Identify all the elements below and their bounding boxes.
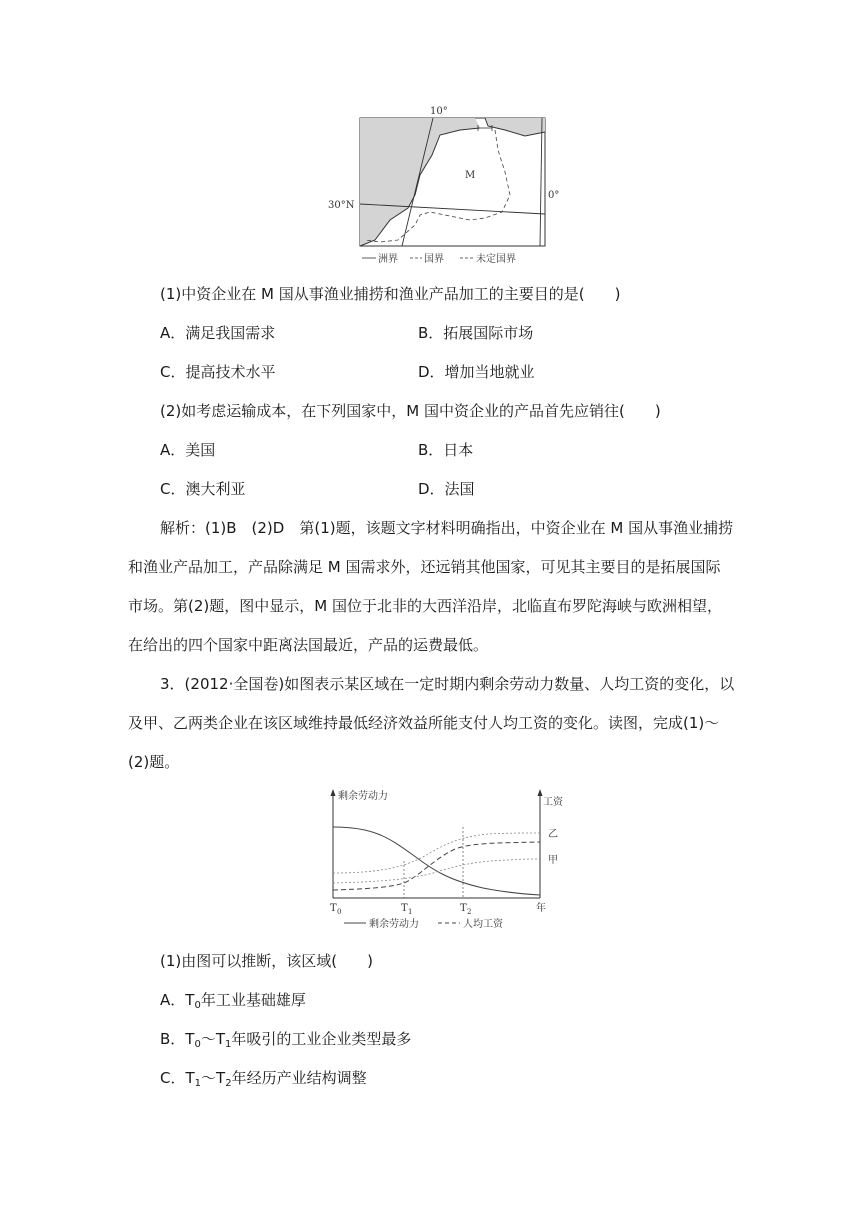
q3-line-3: (2)题。 — [128, 753, 180, 771]
chart-series-yi-label: 乙 — [548, 829, 558, 840]
chart-series-jia-label: 甲 — [548, 855, 558, 866]
chart-right-axis-arrow — [538, 789, 543, 796]
subq-c-mid: ～T — [201, 1069, 226, 1087]
subq-c-pre: C．T — [160, 1069, 195, 1087]
labor-wage-chart — [318, 785, 563, 935]
q1-option-a: A．满足我国需求 — [160, 324, 276, 342]
map-legend-undetermined: 未定国界 — [476, 254, 516, 265]
map-figure — [320, 100, 560, 270]
chart-ylabel-left: 剩余劳动力 — [338, 791, 388, 802]
chart-series-surplus-labor — [333, 827, 540, 895]
q1-stem: (1)中资企业在 M 国从事渔业捕捞和渔业产品加工的主要目的是( ) — [160, 285, 621, 303]
subq-b-pre: B．T — [160, 1030, 195, 1048]
map-lon10-label: 10° — [430, 106, 448, 117]
svg-text:T: T — [330, 903, 337, 914]
chart-legend-surplus: 剩余劳动力 — [369, 919, 419, 930]
chart-ylabel-right: 工资 — [543, 797, 563, 808]
map-lat30-label: 30°N — [328, 200, 355, 211]
subq-c-sub2: 2 — [225, 1078, 232, 1089]
q1-option-c: C．提高技术水平 — [160, 363, 276, 381]
subq-b-sub2: 1 — [225, 1039, 232, 1050]
chart-xlabel: 年 — [536, 903, 546, 914]
svg-text:1: 1 — [408, 908, 413, 916]
map-legend — [362, 252, 516, 265]
chart-series-avg-wage — [333, 842, 540, 890]
map-lon0-label: 0° — [548, 190, 560, 201]
chart-tick-t0 — [330, 903, 341, 916]
q2-option-a: A．美国 — [160, 441, 216, 459]
subq-b-sub1: 0 — [194, 1039, 201, 1050]
q2-option-d: D．法国 — [418, 480, 475, 498]
subq-a-sub: 0 — [194, 1000, 201, 1011]
map-legend-continent: 洲界 — [378, 254, 398, 265]
q3-line-1: 3．(2012·全国卷)如图表示某区域在一定时期内剩余劳动力数量、人均工资的变化，以 — [160, 675, 735, 693]
chart-left-axis-arrow — [331, 789, 336, 796]
chart-tick-t1 — [401, 861, 412, 916]
q1-option-b: B．拓展国际市场 — [418, 324, 534, 342]
subq-option-b — [160, 1028, 411, 1050]
subq-option-c — [160, 1067, 367, 1089]
chart-series-yi — [333, 833, 540, 873]
q2-option-c: C．澳大利亚 — [160, 480, 246, 498]
subq-c-post: 年经历产业结构调整 — [231, 1069, 367, 1087]
svg-text:T: T — [401, 903, 408, 914]
q3-line-2: 及甲、乙两类企业在该区域维持最低经济效益所能支付人均工资的变化。读图，完成(1)～ — [128, 714, 720, 732]
subq-option-a — [160, 989, 306, 1011]
subq-a-pre: A．T — [160, 991, 195, 1009]
map-legend-border: 国界 — [424, 254, 444, 265]
analysis-line-3: 市场。第(2)题，图中显示，M 国位于北非的大西洋沿岸，北临直布罗陀海峡与欧洲相望， — [128, 597, 722, 615]
svg-text:0: 0 — [337, 908, 342, 916]
subq-stem: (1)由图可以推断，该区域( ) — [160, 952, 373, 970]
map-country-label: M — [465, 170, 476, 181]
chart-legend — [344, 917, 504, 930]
q2-stem: (2)如考虑运输成本，在下列国家中，M 国中资企业的产品首先应销往( ) — [160, 402, 661, 420]
analysis-line-1: 解析：(1)B (2)D 第(1)题，该题文字材料明确指出，中资企业在 M 国从事渔业捕捞 — [160, 519, 734, 537]
chart-legend-wage: 人均工资 — [463, 919, 503, 930]
q2-option-b: B．日本 — [418, 441, 474, 459]
subq-b-mid: ～T — [200, 1030, 226, 1048]
svg-text:2: 2 — [467, 908, 472, 916]
svg-text:T: T — [460, 903, 467, 914]
subq-c-sub1: 1 — [194, 1078, 202, 1089]
subq-a-post: 年工业基础雄厚 — [200, 991, 306, 1009]
chart-tick-t2 — [460, 827, 471, 916]
q1-option-d: D．增加当地就业 — [418, 363, 535, 381]
subq-b-post: 年吸引的工业企业类型最多 — [231, 1030, 412, 1048]
analysis-line-4: 在给出的四个国家中距离法国最近，产品的运费最低。 — [128, 636, 489, 654]
analysis-line-2: 和渔业产品加工，产品除满足 M 国需求外，还远销其他国家，可见其主要目的是拓展国际 — [128, 558, 721, 576]
